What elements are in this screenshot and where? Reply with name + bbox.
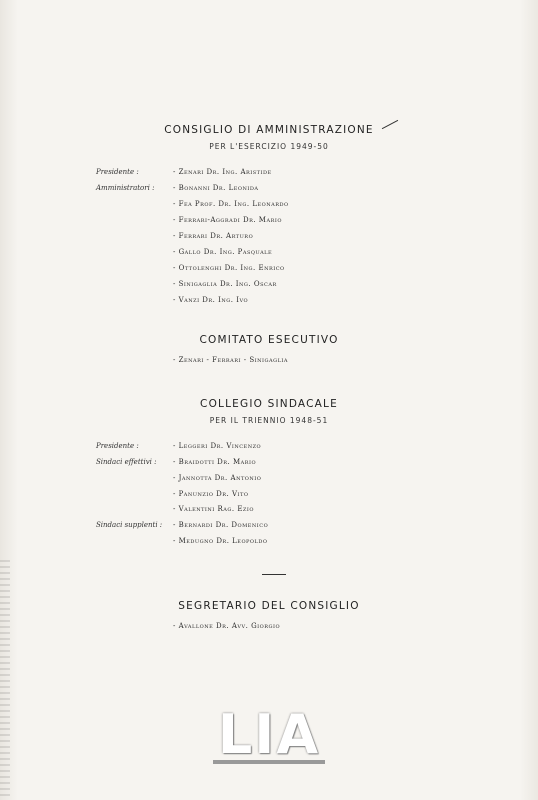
auditors-subtitle: PER IL TRIENNIO 1948-51 [209,416,329,425]
lia-watermark-logo [206,703,332,777]
board-member: - Vanzi Dr. Ing. Ivo [173,296,249,304]
secretary-name: - Avallone Dr. Avv. Giorgio [173,622,281,630]
role-effective-auditors: Sindaci effettivi : [96,458,157,466]
board-member: - Bonanni Dr. Leonida [173,184,259,192]
board-title: CONSIGLIO DI AMMINISTRAZIONE [164,124,374,136]
secretary-title: SEGRETARIO DEL CONSIGLIO [178,600,360,612]
watermark-text: LIA [217,703,321,766]
role-auditors-president: Presidente : [96,442,139,450]
board-member: - Gallo Dr. Ing. Pasquale [173,248,273,256]
auditor-member: - Braidotti Dr. Mario [173,458,257,466]
board-member: - Ferrari-Aggradi Dr. Mario [173,216,282,224]
role-directors: Amministratori : [96,184,155,192]
auditor-member: - Jannotta Dr. Antonio [173,474,262,482]
auditor-member: - Medugno Dr. Leopoldo [173,537,268,545]
section-divider [262,574,286,575]
auditor-member: - Leggeri Dr. Vincenzo [173,442,262,450]
board-member: - Ottolenghi Dr. Ing. Enrico [173,264,285,272]
board-subtitle: PER L'ESERCIZIO 1949-50 [209,142,329,151]
board-member: - Sinigaglia Dr. Ing. Oscar [173,280,277,288]
auditor-member: - Bernardi Dr. Domenico [173,521,269,529]
auditor-member: - Valentini Rag. Ezio [173,505,254,513]
board-member: - Ferrari Dr. Arturo [173,232,254,240]
executive-members: - Zenari - Ferrari - Sinigaglia [173,356,288,364]
executive-title: COMITATO ESECUTIVO [199,334,339,346]
auditor-member: - Panunzio Dr. Vito [173,490,249,498]
auditors-title: COLLEGIO SINDACALE [200,398,338,410]
role-president: Presidente : [96,168,139,176]
scan-edge-shadow [0,560,10,800]
board-member: - Zenari Dr. Ing. Aristide [173,168,272,176]
board-member: - Fea Prof. Dr. Ing. Leonardo [173,200,289,208]
role-substitute-auditors: Sindaci supplenti : [96,521,163,529]
